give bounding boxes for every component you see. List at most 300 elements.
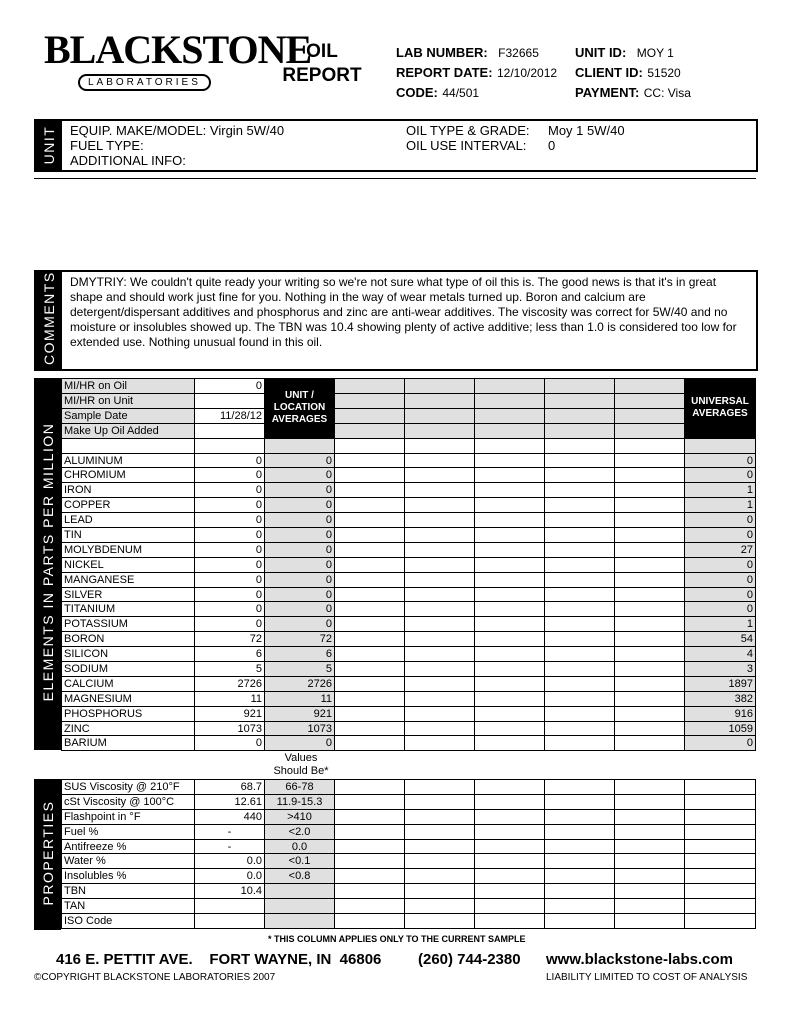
empty-cell — [335, 736, 405, 751]
unit-fields-left — [70, 123, 284, 168]
empty-cell — [475, 884, 545, 899]
equip-label: EQUIP. MAKE/MODEL: — [70, 123, 207, 138]
title-line-2: REPORT — [282, 65, 362, 86]
property-name: ISO Code — [62, 914, 195, 929]
empty-cell — [545, 914, 615, 929]
empty-cell — [475, 691, 545, 706]
empty-cell — [335, 483, 405, 498]
empty-cell — [615, 468, 685, 483]
empty-cell — [685, 914, 756, 929]
empty-cell — [615, 676, 685, 691]
empty-cell — [405, 408, 475, 423]
element-unit-average: 0 — [265, 528, 335, 543]
empty-cell — [685, 809, 756, 824]
empty-cell — [685, 854, 756, 869]
empty-cell — [545, 617, 615, 632]
empty-cell — [335, 557, 405, 572]
empty-cell — [685, 794, 756, 809]
payment-label: PAYMENT: — [575, 85, 640, 100]
empty-cell — [475, 379, 545, 394]
element-value: 0 — [195, 528, 265, 543]
property-row — [62, 794, 756, 809]
element-row — [62, 498, 756, 513]
empty-cell — [545, 824, 615, 839]
empty-cell — [475, 721, 545, 736]
empty-cell — [615, 839, 685, 854]
property-should-be: <2.0 — [265, 824, 335, 839]
client-id-value: 51520 — [647, 66, 681, 80]
empty-cell — [475, 914, 545, 929]
empty-cell — [685, 869, 756, 884]
oil-type-value: Moy 1 5W/40 — [548, 123, 625, 138]
empty-cell — [335, 513, 405, 528]
elements-sidebar — [34, 378, 61, 750]
report-date-label: REPORT DATE: — [396, 65, 493, 80]
footer-address: 416 E. PETTIT AVE. FORT WAYNE, IN 46806 — [56, 951, 382, 968]
unit-sidebar — [36, 121, 62, 170]
empty-cell — [685, 438, 756, 453]
property-value: 440 — [195, 809, 265, 824]
element-value: 0 — [195, 453, 265, 468]
empty-cell — [335, 780, 405, 795]
element-row — [62, 572, 756, 587]
empty-cell — [405, 528, 475, 543]
fuel-label: FUEL TYPE: — [70, 138, 144, 153]
empty-cell — [335, 691, 405, 706]
empty-cell — [545, 379, 615, 394]
info-label: Make Up Oil Added — [62, 423, 195, 438]
info-row — [62, 408, 756, 423]
oil-interval-value: 0 — [548, 138, 556, 153]
element-row — [62, 587, 756, 602]
element-name: NICKEL — [62, 557, 195, 572]
empty-cell — [545, 513, 615, 528]
empty-cell — [615, 647, 685, 662]
empty-cell — [615, 824, 685, 839]
element-name: LEAD — [62, 513, 195, 528]
property-row — [62, 899, 756, 914]
unit-id-label: UNIT ID: — [575, 45, 627, 60]
info-label: MI/HR on Unit — [62, 393, 195, 408]
property-should-be — [265, 914, 335, 929]
element-name: SILVER — [62, 587, 195, 602]
logo-main-text: BLACKSTONE — [44, 27, 312, 72]
empty-cell — [335, 794, 405, 809]
element-universal-average: 1059 — [685, 721, 756, 736]
empty-cell — [615, 408, 685, 423]
element-value: 2726 — [195, 676, 265, 691]
element-universal-average: 0 — [685, 602, 756, 617]
element-row — [62, 721, 756, 736]
empty-cell — [475, 498, 545, 513]
empty-cell — [405, 513, 475, 528]
empty-cell — [545, 542, 615, 557]
element-unit-average: 0 — [265, 453, 335, 468]
info-value — [195, 423, 265, 438]
empty-cell — [335, 379, 405, 394]
element-value: 5 — [195, 662, 265, 677]
property-should-be — [265, 899, 335, 914]
empty-cell — [475, 780, 545, 795]
property-row — [62, 780, 756, 795]
property-name: cSt Viscosity @ 100°C — [62, 794, 195, 809]
element-universal-average: 0 — [685, 453, 756, 468]
empty-cell — [335, 498, 405, 513]
empty-cell — [615, 632, 685, 647]
values-should-be-header: Values Should Be* — [273, 752, 329, 777]
elements-side-label: ELEMENTS IN PARTS PER MILLION — [40, 422, 56, 702]
empty-cell — [62, 438, 195, 453]
empty-cell — [685, 899, 756, 914]
empty-cell — [475, 468, 545, 483]
footnote: * THIS COLUMN APPLIES ONLY TO THE CURRENT SAMPLE — [268, 934, 526, 944]
empty-cell — [545, 899, 615, 914]
empty-cell — [545, 780, 615, 795]
element-name: POTASSIUM — [62, 617, 195, 632]
empty-cell — [475, 839, 545, 854]
element-name: MAGNESIUM — [62, 691, 195, 706]
property-row — [62, 884, 756, 899]
code-value: 44/501 — [442, 86, 480, 100]
property-should-be: 11.9-15.3 — [265, 794, 335, 809]
empty-cell — [405, 899, 475, 914]
footer-phone: (260) 744-2380 — [418, 951, 521, 968]
empty-cell — [545, 483, 615, 498]
property-row — [62, 854, 756, 869]
element-name: TIN — [62, 528, 195, 543]
empty-cell — [545, 869, 615, 884]
empty-cell — [405, 794, 475, 809]
property-should-be: <0.8 — [265, 869, 335, 884]
property-name: Flashpoint in °F — [62, 809, 195, 824]
element-value: 0 — [195, 513, 265, 528]
property-row — [62, 914, 756, 929]
empty-cell — [335, 914, 405, 929]
empty-cell — [615, 662, 685, 677]
element-unit-average: 0 — [265, 602, 335, 617]
element-name: SILICON — [62, 647, 195, 662]
empty-cell — [475, 572, 545, 587]
empty-cell — [405, 572, 475, 587]
empty-cell — [335, 617, 405, 632]
property-name: Antifreeze % — [62, 839, 195, 854]
property-name: SUS Viscosity @ 210°F — [62, 780, 195, 795]
element-universal-average: 4 — [685, 647, 756, 662]
empty-cell — [475, 453, 545, 468]
empty-cell — [405, 706, 475, 721]
empty-cell — [335, 393, 405, 408]
company-logo — [40, 26, 312, 96]
empty-cell — [405, 647, 475, 662]
empty-cell — [545, 572, 615, 587]
unit-section — [34, 119, 758, 172]
element-value: 0 — [195, 617, 265, 632]
empty-cell — [405, 438, 475, 453]
element-unit-average: 72 — [265, 632, 335, 647]
element-name: BARIUM — [62, 736, 195, 751]
element-row — [62, 691, 756, 706]
empty-cell — [545, 393, 615, 408]
empty-cell — [545, 794, 615, 809]
unit-averages-header: UNIT / LOCATION AVERAGES — [265, 379, 335, 439]
empty-cell — [615, 528, 685, 543]
empty-cell — [475, 587, 545, 602]
empty-cell — [405, 854, 475, 869]
element-universal-average: 0 — [685, 528, 756, 543]
element-name: SODIUM — [62, 662, 195, 677]
empty-cell — [475, 483, 545, 498]
empty-cell — [545, 839, 615, 854]
empty-cell — [335, 899, 405, 914]
element-value: 0 — [195, 587, 265, 602]
element-row — [62, 632, 756, 647]
element-name: PHOSPHORUS — [62, 706, 195, 721]
element-name: ALUMINUM — [62, 453, 195, 468]
empty-cell — [545, 676, 615, 691]
empty-cell — [335, 809, 405, 824]
empty-cell — [405, 423, 475, 438]
empty-cell — [615, 736, 685, 751]
info-value: 11/28/12 — [195, 408, 265, 423]
property-name: TAN — [62, 899, 195, 914]
empty-cell — [685, 824, 756, 839]
empty-cell — [335, 542, 405, 557]
element-row — [62, 706, 756, 721]
property-value: 12.61 — [195, 794, 265, 809]
comments-side-label: COMMENTS — [41, 271, 57, 365]
properties-side-label: PROPERTIES — [40, 800, 56, 906]
info-row — [62, 423, 756, 438]
empty-cell — [545, 557, 615, 572]
empty-cell — [615, 691, 685, 706]
empty-cell — [405, 884, 475, 899]
empty-cell — [475, 706, 545, 721]
empty-cell — [615, 423, 685, 438]
empty-cell — [405, 498, 475, 513]
element-value: 0 — [195, 542, 265, 557]
empty-cell — [475, 513, 545, 528]
empty-cell — [475, 528, 545, 543]
footer-liability: LIABILITY LIMITED TO COST OF ANALYSIS — [546, 972, 748, 983]
empty-cell — [405, 602, 475, 617]
empty-cell — [615, 914, 685, 929]
empty-cell — [405, 824, 475, 839]
element-universal-average: 1897 — [685, 676, 756, 691]
element-unit-average: 0 — [265, 513, 335, 528]
element-universal-average: 0 — [685, 572, 756, 587]
empty-cell — [475, 423, 545, 438]
empty-cell — [405, 676, 475, 691]
code-label: CODE: — [396, 85, 438, 100]
element-universal-average: 0 — [685, 557, 756, 572]
empty-cell — [545, 587, 615, 602]
element-row — [62, 602, 756, 617]
comments-text: DMYTRIY: We couldn't quite ready your writing so we're not sure what type of oil this is. The good news is that it's in great shape and should work just fine for you. Nothing in the way of wear metals turned up. Boron and calcium are detergent/dispersant additives and phosphorus and zinc are anti-wear additives. The viscosity was correct for 5W/40 and no moisture or insolubles showed up. The TBN was 10.4 showing plenty of active additive; less than 1.0 is considered too low for extended use. Nothing unusual found in this oil. — [70, 275, 737, 349]
report-title — [270, 40, 374, 88]
element-universal-average: 0 — [685, 736, 756, 751]
empty-cell — [615, 884, 685, 899]
empty-cell — [335, 468, 405, 483]
property-name: Fuel % — [62, 824, 195, 839]
empty-cell — [615, 379, 685, 394]
universal-averages-header: UNIVERSAL AVERAGES — [685, 379, 756, 439]
empty-cell — [615, 438, 685, 453]
element-universal-average: 916 — [685, 706, 756, 721]
footer-website[interactable]: www.blackstone-labs.com — [546, 951, 733, 968]
empty-cell — [475, 408, 545, 423]
empty-cell — [475, 824, 545, 839]
empty-cell — [615, 513, 685, 528]
empty-cell — [405, 557, 475, 572]
empty-cell — [265, 438, 335, 453]
property-value: 0.0 — [195, 869, 265, 884]
property-value: - — [195, 824, 265, 839]
empty-cell — [475, 736, 545, 751]
element-unit-average: 0 — [265, 617, 335, 632]
empty-cell — [475, 809, 545, 824]
element-name: IRON — [62, 483, 195, 498]
property-should-be: 0.0 — [265, 839, 335, 854]
empty-cell — [685, 884, 756, 899]
divider-line — [34, 178, 756, 179]
element-unit-average: 0 — [265, 542, 335, 557]
empty-cell — [545, 602, 615, 617]
empty-cell — [335, 408, 405, 423]
element-value: 0 — [195, 557, 265, 572]
unit-id-value: MOY 1 — [636, 46, 674, 60]
empty-cell — [335, 453, 405, 468]
lab-number-label: LAB NUMBER: — [396, 45, 488, 60]
empty-cell — [475, 899, 545, 914]
empty-cell — [545, 809, 615, 824]
empty-cell — [545, 408, 615, 423]
element-name: TITANIUM — [62, 602, 195, 617]
empty-cell — [475, 676, 545, 691]
comments-sidebar — [36, 272, 62, 369]
element-row — [62, 468, 756, 483]
unit-side-label: UNIT — [41, 125, 57, 165]
empty-cell — [475, 647, 545, 662]
element-row — [62, 736, 756, 751]
empty-cell — [475, 542, 545, 557]
element-value: 11 — [195, 691, 265, 706]
additional-label: ADDITIONAL INFO: — [70, 153, 186, 168]
empty-cell — [405, 393, 475, 408]
empty-cell — [335, 438, 405, 453]
element-unit-average: 2726 — [265, 676, 335, 691]
element-unit-average: 0 — [265, 572, 335, 587]
client-id-label: CLIENT ID: — [575, 65, 643, 80]
element-unit-average: 921 — [265, 706, 335, 721]
empty-cell — [545, 662, 615, 677]
empty-cell — [545, 438, 615, 453]
property-value — [195, 914, 265, 929]
info-value — [195, 393, 265, 408]
property-name: TBN — [62, 884, 195, 899]
element-value: 0 — [195, 483, 265, 498]
element-unit-average: 0 — [265, 498, 335, 513]
empty-cell — [405, 483, 475, 498]
property-should-be: >410 — [265, 809, 335, 824]
empty-cell — [335, 602, 405, 617]
element-row — [62, 557, 756, 572]
empty-cell — [615, 899, 685, 914]
element-universal-average: 0 — [685, 468, 756, 483]
empty-cell — [405, 691, 475, 706]
empty-cell — [335, 721, 405, 736]
element-value: 0 — [195, 468, 265, 483]
empty-cell — [335, 528, 405, 543]
spacer-row — [62, 438, 756, 453]
empty-cell — [545, 423, 615, 438]
header-info-right — [575, 43, 735, 103]
oil-interval-label: OIL USE INTERVAL: — [406, 138, 527, 153]
element-universal-average: 1 — [685, 483, 756, 498]
info-row — [62, 379, 756, 394]
element-value: 0 — [195, 572, 265, 587]
empty-cell — [475, 557, 545, 572]
equip-value: Virgin 5W/40 — [209, 123, 285, 138]
empty-cell — [335, 839, 405, 854]
property-should-be: <0.1 — [265, 854, 335, 869]
empty-cell — [475, 869, 545, 884]
empty-cell — [615, 542, 685, 557]
empty-cell — [405, 780, 475, 795]
info-value: 0 — [195, 379, 265, 394]
element-name: ZINC — [62, 721, 195, 736]
empty-cell — [335, 706, 405, 721]
empty-cell — [545, 453, 615, 468]
empty-cell — [615, 780, 685, 795]
empty-cell — [405, 809, 475, 824]
payment-value: CC: Visa — [643, 86, 691, 100]
empty-cell — [545, 498, 615, 513]
element-name: MOLYBDENUM — [62, 542, 195, 557]
element-row — [62, 617, 756, 632]
elements-table — [61, 378, 756, 751]
property-value — [195, 899, 265, 914]
element-row — [62, 528, 756, 543]
empty-cell — [615, 794, 685, 809]
empty-cell — [405, 914, 475, 929]
property-row — [62, 839, 756, 854]
info-row — [62, 393, 756, 408]
empty-cell — [335, 423, 405, 438]
empty-cell — [475, 617, 545, 632]
empty-cell — [195, 438, 265, 453]
element-row — [62, 647, 756, 662]
empty-cell — [475, 602, 545, 617]
empty-cell — [405, 662, 475, 677]
empty-cell — [545, 854, 615, 869]
element-name: MANGANESE — [62, 572, 195, 587]
comments-section — [34, 270, 758, 371]
element-unit-average: 0 — [265, 483, 335, 498]
empty-cell — [545, 884, 615, 899]
empty-cell — [685, 839, 756, 854]
property-value: 0.0 — [195, 854, 265, 869]
element-row — [62, 542, 756, 557]
element-name: CALCIUM — [62, 676, 195, 691]
empty-cell — [615, 602, 685, 617]
empty-cell — [405, 721, 475, 736]
empty-cell — [335, 662, 405, 677]
empty-cell — [405, 587, 475, 602]
empty-cell — [405, 869, 475, 884]
empty-cell — [335, 647, 405, 662]
empty-cell — [615, 498, 685, 513]
empty-cell — [545, 691, 615, 706]
